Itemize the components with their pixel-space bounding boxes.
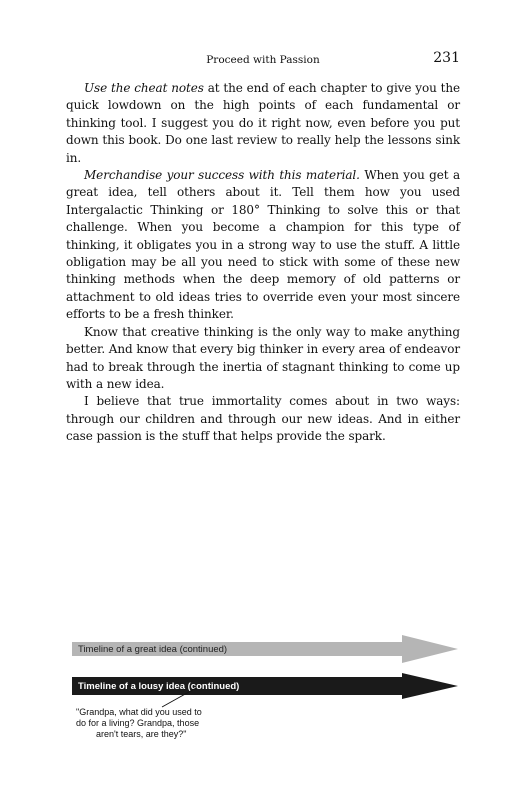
paragraph-creative-thinking: Know that creative thinking is the only way to make anything better. And know that every big thinker in every area of endeavor had to break through the inertia of stagnant thinking to come up with a new idea. <box>66 324 460 391</box>
great-idea-label: Timeline of a great idea (continued) <box>78 644 228 655</box>
body-text <box>66 80 460 446</box>
quote-line: "Grandpa, what did you used to <box>76 707 202 717</box>
grandpa-quote <box>76 707 246 740</box>
lousy-idea-label: Timeline of a lousy idea (continued) <box>78 681 240 692</box>
paragraph-cheat-notes <box>66 80 460 167</box>
paragraph-text: When you get a great idea, tell others about it. Tell them how you used Intergalactic Thinking or 180° Thinking to solve this or that challenge. When you become a champion for this type of thinking, it obligates you in a strong way to use the stuff. A little obligation may be all you need to stick with some of these new thinking methods when the deep memory of old patterns or attachment to old ideas tries to override even your most sincere efforts to be a fresh thinker. <box>66 168 460 322</box>
paragraph-immortality: I believe that true immortality comes about in two ways: through our children and through our new ideas. And in either case passion is the stuff that helps provide the spark. <box>66 394 460 444</box>
quote-line: aren't tears, are they?" <box>96 729 187 739</box>
running-head: Proceed with Passion <box>206 54 320 66</box>
quote-line: do for a living? Grandpa, those <box>76 718 200 728</box>
page-number: 231 <box>433 50 460 66</box>
great-idea-timeline <box>72 634 458 664</box>
page-header <box>66 50 460 70</box>
italic-lead-cheat-notes: Use the cheat notes <box>84 81 204 95</box>
paragraph-text: at the end of each chapter to give you the quick lowdown on the high points of each fundamental or thinking tool. I suggest you do it right now, even before you put down this book. Do one last review to really help the lessons sink in. <box>66 81 460 165</box>
paragraph-merchandise <box>66 167 460 324</box>
italic-lead-merchandise: Merchandise your success with this material. <box>84 168 360 183</box>
lousy-idea-timeline <box>72 673 458 701</box>
